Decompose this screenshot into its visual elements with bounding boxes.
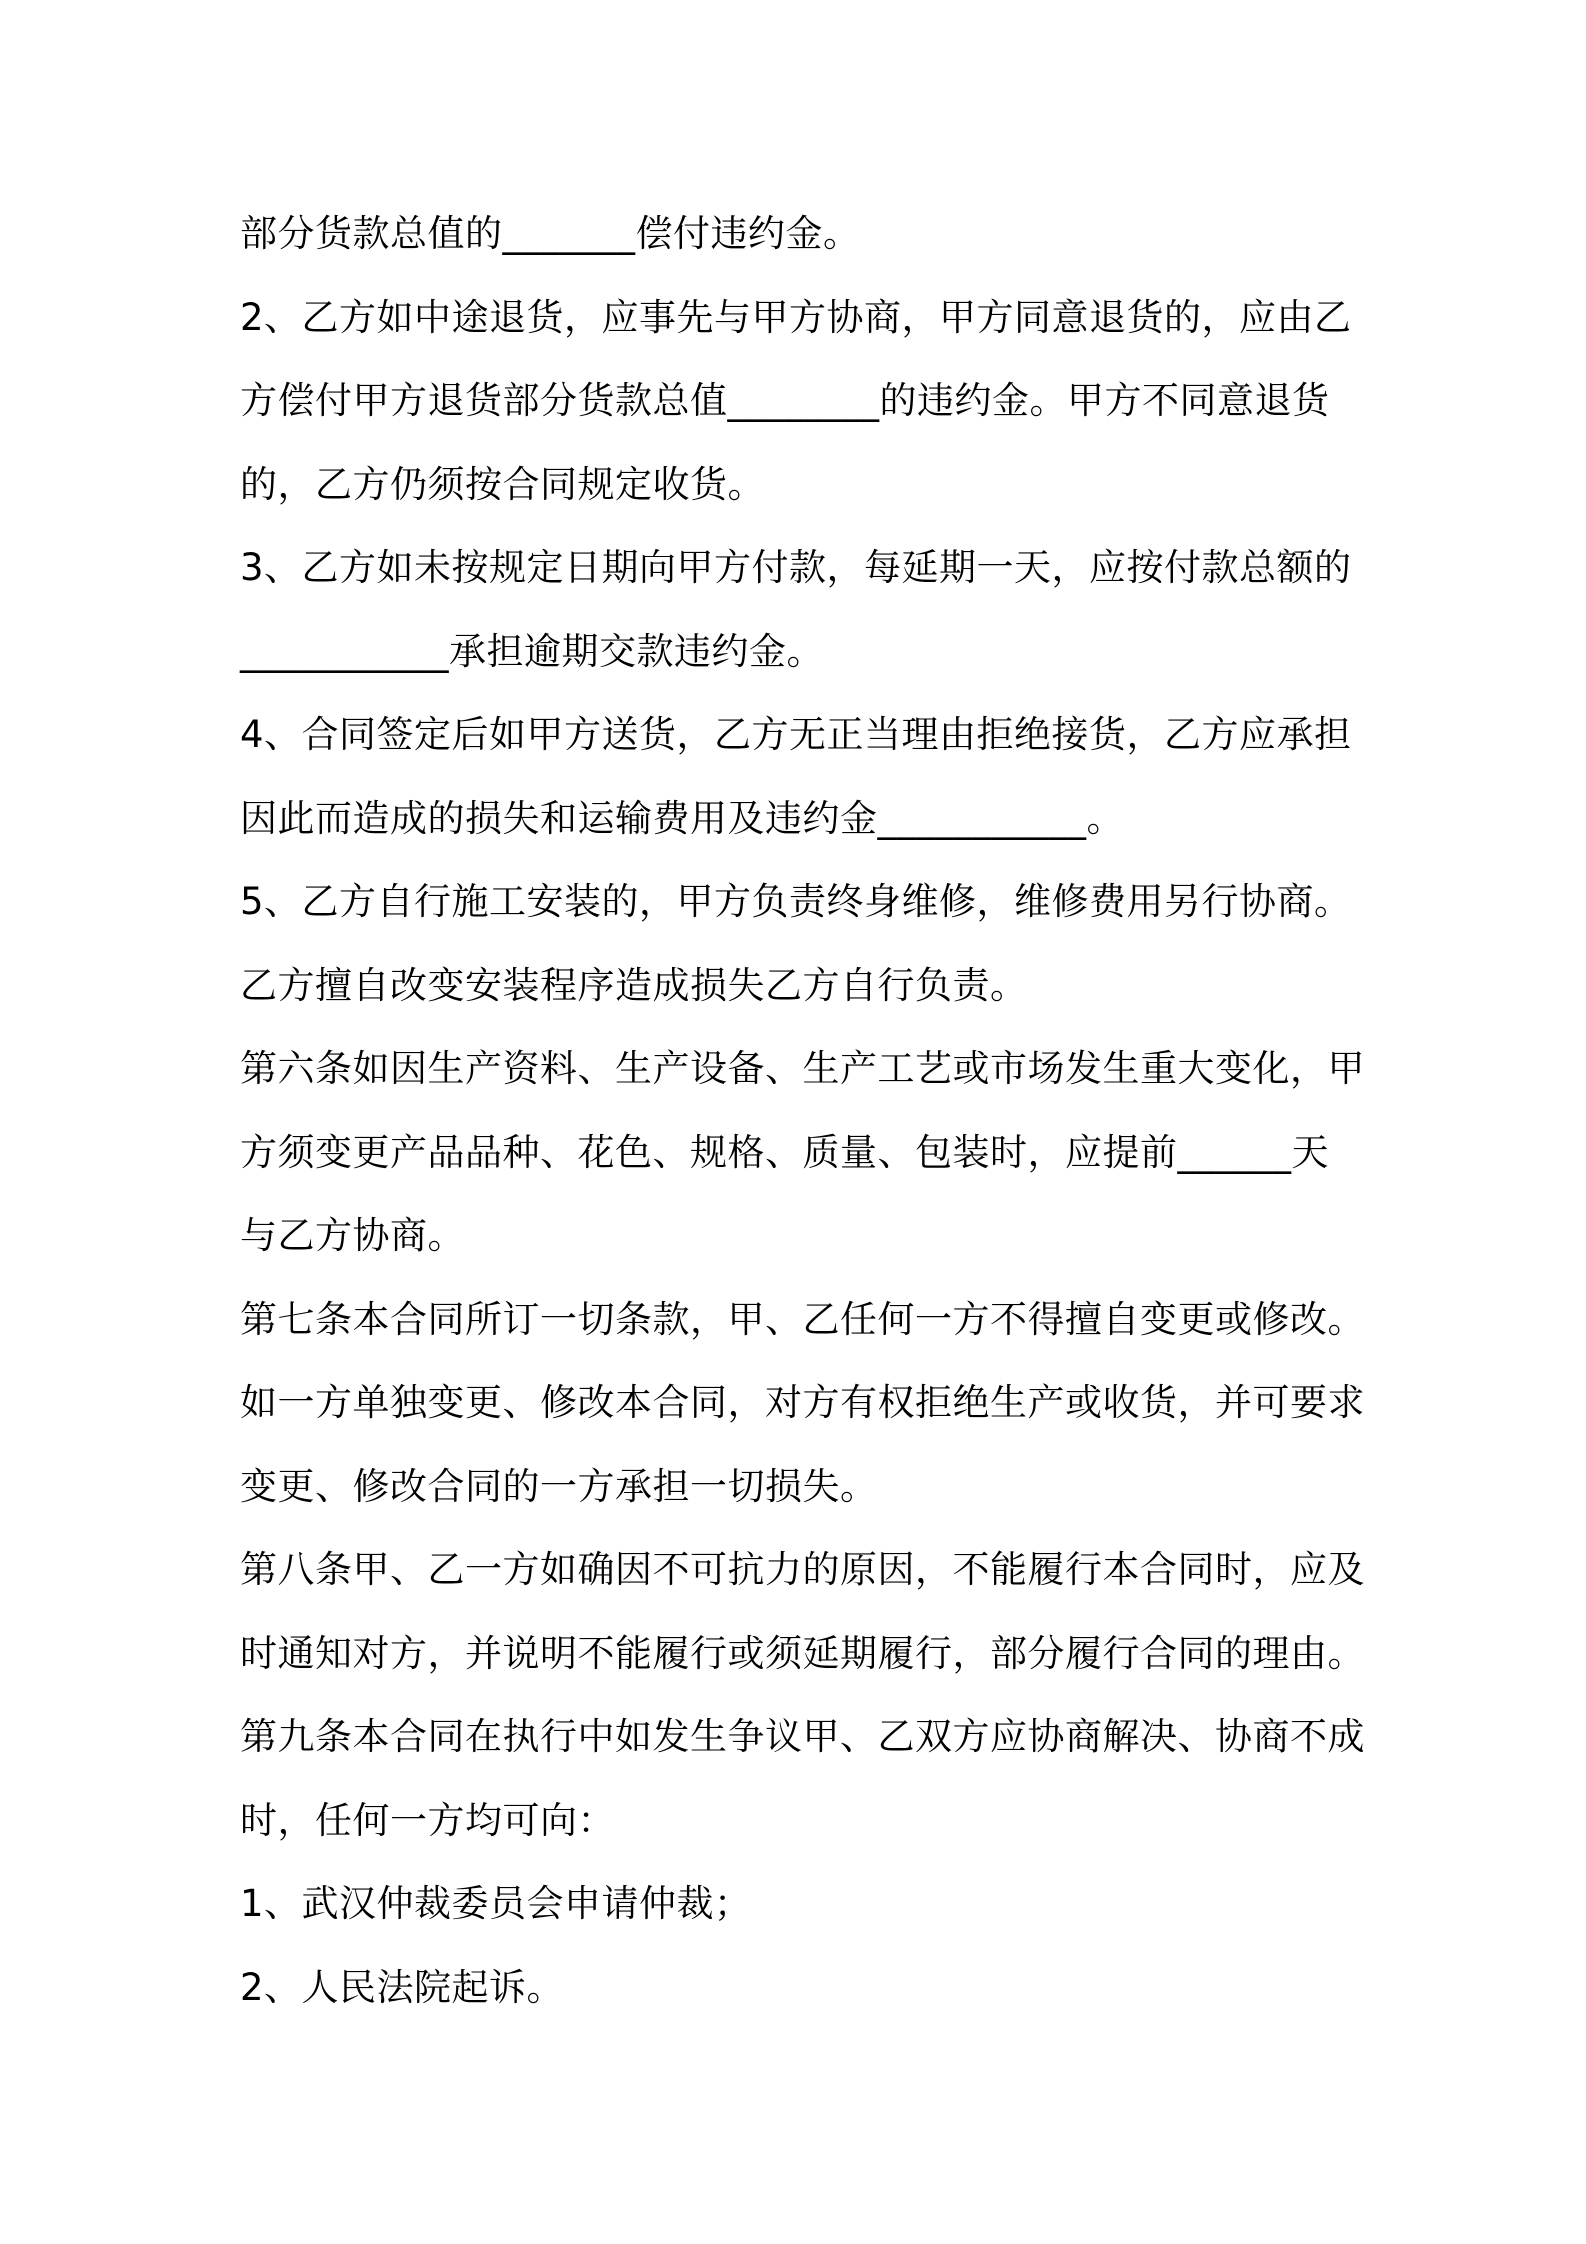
text-line: ___________承担逾期交款违约金。 [240, 629, 824, 673]
contract-text [240, 192, 1365, 2029]
text-line: 5、乙方自行施工安装的，甲方负责终身维修，维修费用另行协商。 [240, 880, 1352, 923]
text-line: 时，任何一方均可向： [240, 1798, 615, 1842]
text-line: 第七条本合同所订一切条款，甲、乙任何一方不得擅自变更或修改。 [240, 1297, 1365, 1341]
text-line: 2、乙方如中途退货，应事先与甲方协商，甲方同意退货的，应由乙 [240, 295, 1352, 339]
text-line: 部分货款总值的_______偿付违约金。 [240, 212, 861, 255]
text-line: 第六条如因生产资料、生产设备、生产工艺或市场发生重大变化，甲 [240, 1047, 1365, 1090]
text-line: 时通知对方，并说明不能履行或须延期履行，部分履行合同的理由。 [240, 1631, 1365, 1675]
text-line: 的，乙方仍须按合同规定收货。 [240, 462, 765, 506]
text-line: 第八条甲、乙一方如确因不可抗力的原因，不能履行本合同时，应及 [240, 1548, 1365, 1591]
text-line: 乙方擅自改变安装程序造成损失乙方自行负责。 [240, 963, 1028, 1007]
text-line: 方须变更产品品种、花色、规格、质量、包装时，应提前______天 [240, 1130, 1329, 1174]
text-line: 2、人民法院起诉。 [240, 1965, 565, 2009]
text-line: 1、武汉仲裁委员会申请仲裁； [240, 1882, 752, 1925]
text-line: 与乙方协商。 [240, 1214, 465, 1257]
text-line: 因此而造成的损失和运输费用及违约金___________。 [240, 796, 1124, 840]
text-line: 变更、修改合同的一方承担一切损失。 [240, 1464, 878, 1508]
text-line: 如一方单独变更、修改本合同，对方有权拒绝生产或收货，并可要求 [240, 1381, 1365, 1424]
text-line: 3、乙方如未按规定日期向甲方付款，每延期一天，应按付款总额的 [240, 546, 1352, 589]
text-line: 4、合同签定后如甲方送货，乙方无正当理由拒绝接货，乙方应承担 [240, 713, 1352, 756]
text-line: 方偿付甲方退货部分货款总值________的违约金。甲方不同意退货 [240, 379, 1330, 422]
text-line: 第九条本合同在执行中如发生争议甲、乙双方应协商解决、协商不成 [240, 1715, 1365, 1758]
